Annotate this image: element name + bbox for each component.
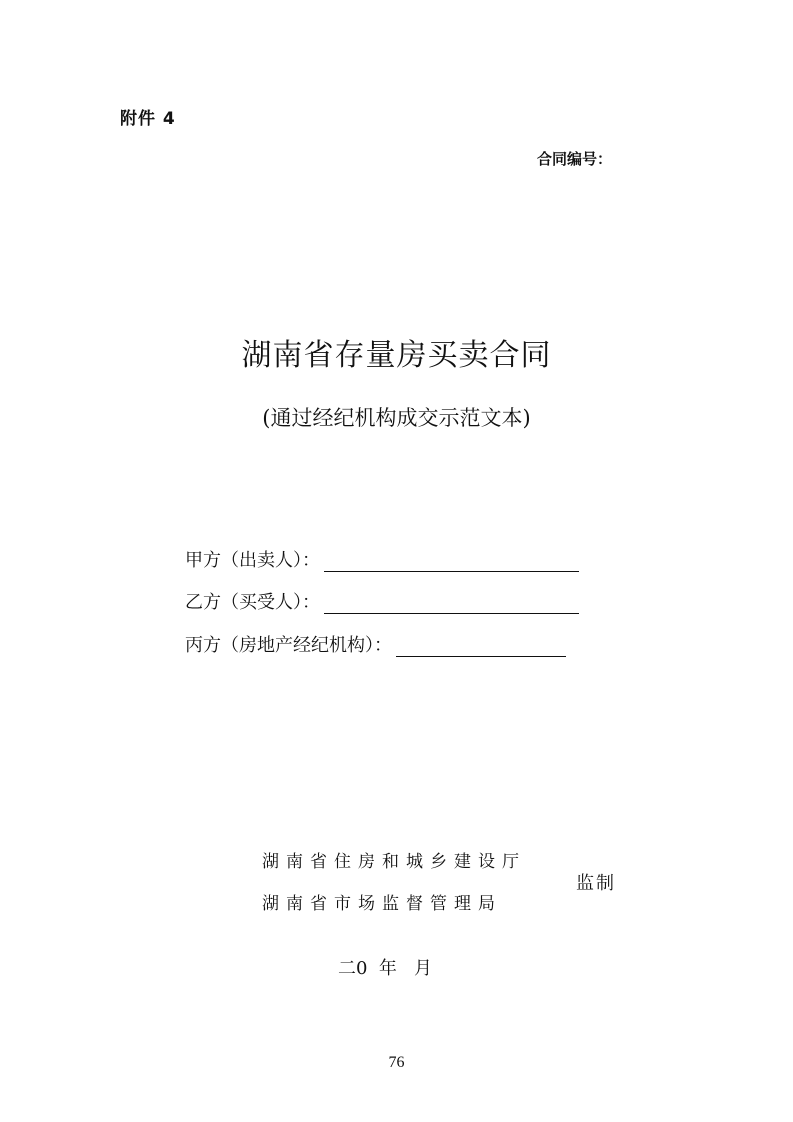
issuing-authority-market: 湖南省市场监督管理局 [262, 894, 502, 914]
party-a-blank-line[interactable] [324, 549, 579, 572]
document-title: 湖南省存量房买卖合同 [241, 338, 552, 373]
party-c-row [185, 629, 566, 657]
party-c-label: 丙方（房地产经纪机构）： [185, 635, 392, 656]
issuing-authority-housing: 湖南省住房和城乡建设厅 [262, 852, 526, 872]
party-a-label: 甲方（出卖人）： [185, 550, 320, 571]
contract-number-label: 合同编号： [537, 150, 613, 168]
party-b-row [185, 586, 579, 614]
issue-date: 二0 年 月 [338, 958, 433, 979]
supervise-label: 监制 [576, 873, 616, 894]
page-number: 76 [388, 1054, 405, 1071]
party-a-row [185, 544, 579, 572]
document-subtitle: (通过经纪机构成交示范文本) [262, 406, 531, 430]
party-c-blank-line[interactable] [396, 634, 566, 657]
party-b-blank-line[interactable] [324, 591, 579, 614]
attachment-label: 附件 4 [120, 109, 176, 129]
party-b-label: 乙方（买受人）： [185, 592, 320, 613]
